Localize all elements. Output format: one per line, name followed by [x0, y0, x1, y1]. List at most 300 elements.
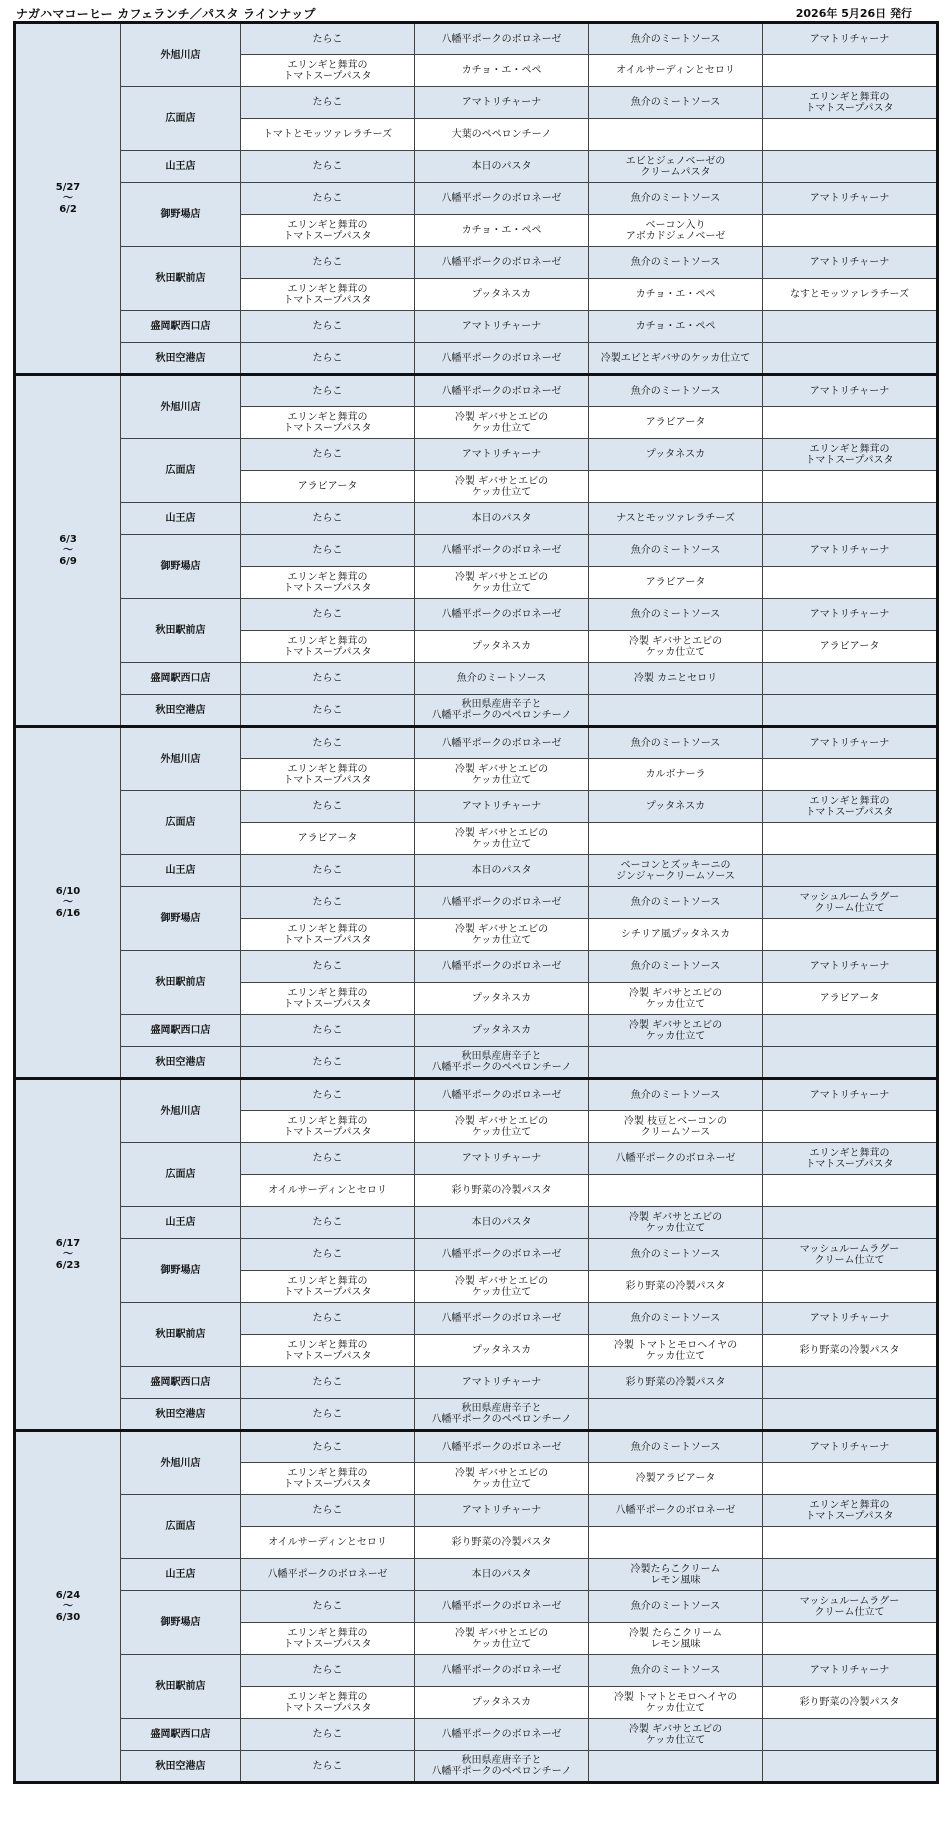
menu-item-cell: アラビアータ — [241, 471, 415, 503]
menu-item-cell: 冷製 ギバサとエビの ケッカ仕立て — [415, 919, 589, 951]
store-name: 外旭川店 — [121, 375, 241, 439]
menu-item-cell: たらこ — [241, 951, 415, 983]
menu-item-cell: 本日のパスタ — [415, 1207, 589, 1239]
table-row — [15, 1431, 938, 1463]
menu-item-cell — [589, 471, 763, 503]
table-row — [15, 663, 938, 695]
menu-item-cell: たらこ — [241, 1239, 415, 1271]
table-row — [15, 1143, 938, 1175]
menu-item-cell: たらこ — [241, 727, 415, 759]
issue-date: 2026年 5月26日 発行 — [795, 7, 912, 20]
menu-item-cell: エリンギと舞茸の トマトスープパスタ — [241, 407, 415, 439]
menu-item-cell: プッタネスカ — [589, 791, 763, 823]
menu-item-cell: 八幡平ポークのボロネーゼ — [415, 727, 589, 759]
menu-item-cell: 冷製アラビアータ — [589, 1463, 763, 1495]
menu-item-cell: 魚介のミートソース — [415, 663, 589, 695]
menu-item-cell: アマトリチャーナ — [763, 375, 938, 407]
menu-item-cell: 冷製 ギバサとエビの ケッカ仕立て — [415, 759, 589, 791]
menu-item-cell — [763, 119, 938, 151]
menu-item-cell: アラビアータ — [763, 631, 938, 663]
store-name: 秋田空港店 — [121, 695, 241, 727]
menu-item-cell: エリンギと舞茸の トマトスープパスタ — [763, 87, 938, 119]
menu-item-cell: エリンギと舞茸の トマトスープパスタ — [241, 1463, 415, 1495]
menu-item-cell — [589, 1527, 763, 1559]
menu-item-cell — [763, 151, 938, 183]
table-row — [15, 1399, 938, 1431]
menu-item-cell: カチョ・エ・ペペ — [589, 279, 763, 311]
menu-item-cell: 冷製 ギバサとエビの ケッカ仕立て — [589, 1015, 763, 1047]
menu-item-cell: 八幡平ポークのボロネーゼ — [415, 535, 589, 567]
menu-item-cell: たらこ — [241, 1015, 415, 1047]
week-period: 6/10 ～ 6/16 — [15, 727, 121, 1079]
table-row — [15, 887, 938, 919]
menu-item-cell: 冷製 ギバサとエビの ケッカ仕立て — [415, 567, 589, 599]
menu-item-cell — [763, 503, 938, 535]
menu-item-cell: たらこ — [241, 1047, 415, 1079]
menu-item-cell: プッタネスカ — [415, 1687, 589, 1719]
menu-item-cell: 魚介のミートソース — [589, 375, 763, 407]
menu-item-cell: マッシュルームラグー クリーム仕立て — [763, 1591, 938, 1623]
menu-item-cell: たらこ — [241, 1751, 415, 1783]
store-name: 秋田空港店 — [121, 1047, 241, 1079]
menu-item-cell: 秋田県産唐辛子と 八幡平ポークのペペロンチーノ — [415, 1751, 589, 1783]
menu-item-cell: エリンギと舞茸の トマトスープパスタ — [763, 439, 938, 471]
menu-item-cell: アマトリチャーナ — [415, 311, 589, 343]
menu-item-cell: 八幡平ポークのボロネーゼ — [415, 1079, 589, 1111]
week-period: 6/17 ～ 6/23 — [15, 1079, 121, 1431]
menu-item-cell: たらこ — [241, 1303, 415, 1335]
store-name: 秋田駅前店 — [121, 247, 241, 311]
menu-item-cell: カチョ・エ・ペペ — [415, 55, 589, 87]
menu-item-cell: エリンギと舞茸の トマトスープパスタ — [763, 791, 938, 823]
week-period: 6/3 ～ 6/9 — [15, 375, 121, 727]
menu-item-cell: 魚介のミートソース — [589, 535, 763, 567]
menu-item-cell — [763, 1207, 938, 1239]
menu-item-cell: 冷製 たらこクリーム レモン風味 — [589, 1623, 763, 1655]
menu-item-cell: 魚介のミートソース — [589, 1239, 763, 1271]
menu-item-cell — [763, 215, 938, 247]
table-row — [15, 855, 938, 887]
menu-item-cell: たらこ — [241, 1143, 415, 1175]
menu-item-cell: 彩り野菜の冷製パスタ — [763, 1335, 938, 1367]
menu-item-cell: たらこ — [241, 87, 415, 119]
table-row — [15, 1559, 938, 1591]
menu-item-cell: アマトリチャーナ — [415, 1143, 589, 1175]
store-name: 山王店 — [121, 503, 241, 535]
menu-item-cell: プッタネスカ — [415, 631, 589, 663]
menu-item-cell: エリンギと舞茸の トマトスープパスタ — [763, 1143, 938, 1175]
menu-item-cell: 冷製 トマトとモロヘイヤの ケッカ仕立て — [589, 1687, 763, 1719]
menu-item-cell: 八幡平ポークのボロネーゼ — [589, 1495, 763, 1527]
menu-item-cell: たらこ — [241, 791, 415, 823]
table-row — [15, 343, 938, 375]
menu-item-cell: ナスとモッツァレラチーズ — [589, 503, 763, 535]
table-row — [15, 23, 938, 55]
menu-item-cell: たらこ — [241, 151, 415, 183]
menu-item-cell: 魚介のミートソース — [589, 1655, 763, 1687]
menu-item-cell: 本日のパスタ — [415, 855, 589, 887]
menu-item-cell: アマトリチャーナ — [763, 535, 938, 567]
menu-item-cell — [763, 1367, 938, 1399]
table-row — [15, 1591, 938, 1623]
menu-item-cell: アマトリチャーナ — [763, 1431, 938, 1463]
menu-item-cell — [763, 567, 938, 599]
menu-item-cell: マッシュルームラグー クリーム仕立て — [763, 887, 938, 919]
store-name: 外旭川店 — [121, 23, 241, 87]
menu-item-cell: 魚介のミートソース — [589, 727, 763, 759]
store-name: 外旭川店 — [121, 727, 241, 791]
store-name: 秋田空港店 — [121, 343, 241, 375]
table-row — [15, 1495, 938, 1527]
menu-item-cell: 大葉のペペロンチーノ — [415, 119, 589, 151]
page-header — [0, 0, 946, 22]
store-name: 御野場店 — [121, 183, 241, 247]
menu-item-cell: たらこ — [241, 375, 415, 407]
menu-item-cell — [589, 1751, 763, 1783]
menu-item-cell: 彩り野菜の冷製パスタ — [589, 1271, 763, 1303]
menu-item-cell: たらこ — [241, 439, 415, 471]
table-row — [15, 951, 938, 983]
menu-item-cell: 冷製 ギバサとエビの ケッカ仕立て — [415, 1111, 589, 1143]
menu-item-cell: アラビアータ — [763, 983, 938, 1015]
menu-item-cell: プッタネスカ — [415, 1015, 589, 1047]
table-row — [15, 311, 938, 343]
menu-item-cell — [763, 695, 938, 727]
table-row — [15, 247, 938, 279]
menu-item-cell: エリンギと舞茸の トマトスープパスタ — [241, 279, 415, 311]
menu-item-cell: 八幡平ポークのボロネーゼ — [415, 1591, 589, 1623]
store-name: 秋田駅前店 — [121, 599, 241, 663]
menu-item-cell: 八幡平ポークのボロネーゼ — [241, 1559, 415, 1591]
menu-item-cell: プッタネスカ — [589, 439, 763, 471]
menu-item-cell: エリンギと舞茸の トマトスープパスタ — [241, 759, 415, 791]
menu-item-cell: トマトとモッツァレラチーズ — [241, 119, 415, 151]
menu-item-cell — [763, 471, 938, 503]
table-row — [15, 1047, 938, 1079]
menu-item-cell: アマトリチャーナ — [415, 439, 589, 471]
store-name: 秋田空港店 — [121, 1751, 241, 1783]
menu-item-cell: 冷製たらこクリーム レモン風味 — [589, 1559, 763, 1591]
week-period: 6/24 ～ 6/30 — [15, 1431, 121, 1783]
menu-item-cell: カチョ・エ・ペペ — [415, 215, 589, 247]
menu-item-cell: エビとジェノベーゼの クリームパスタ — [589, 151, 763, 183]
menu-item-cell: エリンギと舞茸の トマトスープパスタ — [241, 1111, 415, 1143]
table-row — [15, 183, 938, 215]
menu-item-cell: 冷製 ギバサとエビの ケッカ仕立て — [415, 1623, 589, 1655]
store-name: 山王店 — [121, 855, 241, 887]
menu-item-cell: シチリア風プッタネスカ — [589, 919, 763, 951]
table-row — [15, 1207, 938, 1239]
menu-item-cell: 冷製 トマトとモロヘイヤの ケッカ仕立て — [589, 1335, 763, 1367]
menu-item-cell: アラビアータ — [589, 567, 763, 599]
menu-item-cell: 冷製 ギバサとエビの ケッカ仕立て — [415, 407, 589, 439]
menu-item-cell: アマトリチャーナ — [763, 183, 938, 215]
menu-item-cell: カルボナーラ — [589, 759, 763, 791]
store-name: 広面店 — [121, 87, 241, 151]
menu-item-cell: アマトリチャーナ — [763, 1303, 938, 1335]
store-name: 盛岡駅西口店 — [121, 1367, 241, 1399]
store-name: 盛岡駅西口店 — [121, 663, 241, 695]
menu-item-cell — [763, 1719, 938, 1751]
menu-item-cell: たらこ — [241, 855, 415, 887]
menu-item-cell: アマトリチャーナ — [763, 1079, 938, 1111]
menu-item-cell — [763, 1047, 938, 1079]
menu-item-cell: 魚介のミートソース — [589, 1079, 763, 1111]
lineup-table — [13, 21, 939, 1784]
menu-item-cell — [763, 823, 938, 855]
menu-item-cell — [589, 119, 763, 151]
menu-item-cell: アマトリチャーナ — [415, 1495, 589, 1527]
menu-item-cell — [763, 1111, 938, 1143]
menu-item-cell: 八幡平ポークのボロネーゼ — [415, 375, 589, 407]
menu-item-cell: たらこ — [241, 663, 415, 695]
menu-item-cell: エリンギと舞茸の トマトスープパスタ — [241, 631, 415, 663]
menu-item-cell: 冷製 ギバサとエビの ケッカ仕立て — [415, 471, 589, 503]
menu-item-cell: 冷製 ギバサとエビの ケッカ仕立て — [589, 631, 763, 663]
menu-item-cell: エリンギと舞茸の トマトスープパスタ — [241, 983, 415, 1015]
menu-item-cell — [763, 407, 938, 439]
menu-item-cell — [763, 1271, 938, 1303]
menu-item-cell: 秋田県産唐辛子と 八幡平ポークのペペロンチーノ — [415, 1399, 589, 1431]
menu-item-cell: 魚介のミートソース — [589, 599, 763, 631]
table-row — [15, 1367, 938, 1399]
table-row — [15, 87, 938, 119]
menu-item-cell: カチョ・エ・ペペ — [589, 311, 763, 343]
store-name: 御野場店 — [121, 887, 241, 951]
menu-item-cell: オイルサーディンとセロリ — [241, 1175, 415, 1207]
menu-item-cell: 魚介のミートソース — [589, 1591, 763, 1623]
menu-item-cell — [763, 1751, 938, 1783]
store-name: 御野場店 — [121, 1239, 241, 1303]
store-name: 秋田駅前店 — [121, 1303, 241, 1367]
store-name: 広面店 — [121, 791, 241, 855]
menu-item-cell: 彩り野菜の冷製パスタ — [415, 1527, 589, 1559]
menu-item-cell — [763, 1527, 938, 1559]
menu-item-cell: 本日のパスタ — [415, 151, 589, 183]
menu-item-cell — [763, 1559, 938, 1591]
table-row — [15, 151, 938, 183]
table-row — [15, 791, 938, 823]
menu-item-cell — [589, 695, 763, 727]
store-name: 山王店 — [121, 151, 241, 183]
store-name: 外旭川店 — [121, 1431, 241, 1495]
menu-item-cell: エリンギと舞茸の トマトスープパスタ — [241, 55, 415, 87]
menu-item-cell: 冷製 ギバサとエビの ケッカ仕立て — [589, 1719, 763, 1751]
menu-item-cell: アマトリチャーナ — [415, 1367, 589, 1399]
menu-item-cell: 魚介のミートソース — [589, 1303, 763, 1335]
menu-item-cell: たらこ — [241, 343, 415, 375]
store-name: 盛岡駅西口店 — [121, 1015, 241, 1047]
menu-item-cell: 魚介のミートソース — [589, 87, 763, 119]
menu-item-cell: オイルサーディンとセロリ — [241, 1527, 415, 1559]
menu-item-cell: 冷製エビとギバサのケッカ仕立て — [589, 343, 763, 375]
menu-item-cell: プッタネスカ — [415, 279, 589, 311]
menu-item-cell: たらこ — [241, 247, 415, 279]
menu-item-cell: 冷製 ギバサとエビの ケッカ仕立て — [415, 823, 589, 855]
menu-item-cell: 魚介のミートソース — [589, 183, 763, 215]
menu-item-cell: エリンギと舞茸の トマトスープパスタ — [241, 1335, 415, 1367]
table-row — [15, 1719, 938, 1751]
store-name: 外旭川店 — [121, 1079, 241, 1143]
menu-item-cell — [589, 1047, 763, 1079]
menu-item-cell: たらこ — [241, 183, 415, 215]
menu-item-cell: アラビアータ — [589, 407, 763, 439]
table-row — [15, 1751, 938, 1783]
menu-item-cell — [589, 823, 763, 855]
menu-item-cell: たらこ — [241, 311, 415, 343]
menu-item-cell: たらこ — [241, 1591, 415, 1623]
menu-item-cell: 八幡平ポークのボロネーゼ — [415, 951, 589, 983]
menu-item-cell: エリンギと舞茸の トマトスープパスタ — [241, 1271, 415, 1303]
menu-item-cell: 冷製 ギバサとエビの ケッカ仕立て — [415, 1463, 589, 1495]
menu-item-cell: アマトリチャーナ — [763, 1655, 938, 1687]
store-name: 広面店 — [121, 439, 241, 503]
menu-item-cell — [763, 1399, 938, 1431]
menu-item-cell — [763, 1015, 938, 1047]
menu-item-cell: 魚介のミートソース — [589, 1431, 763, 1463]
menu-item-cell: プッタネスカ — [415, 983, 589, 1015]
menu-item-cell: 八幡平ポークのボロネーゼ — [415, 1655, 589, 1687]
menu-item-cell: 八幡平ポークのボロネーゼ — [415, 343, 589, 375]
table-row — [15, 535, 938, 567]
menu-item-cell: 八幡平ポークのボロネーゼ — [415, 183, 589, 215]
table-row — [15, 439, 938, 471]
store-name: 秋田空港店 — [121, 1399, 241, 1431]
menu-item-cell: たらこ — [241, 535, 415, 567]
menu-item-cell: エリンギと舞茸の トマトスープパスタ — [241, 1623, 415, 1655]
menu-item-cell: アマトリチャーナ — [763, 247, 938, 279]
table-row — [15, 1303, 938, 1335]
store-name: 盛岡駅西口店 — [121, 311, 241, 343]
menu-item-cell: 八幡平ポークのボロネーゼ — [415, 23, 589, 55]
menu-item-cell — [763, 855, 938, 887]
menu-item-cell: エリンギと舞茸の トマトスープパスタ — [763, 1495, 938, 1527]
menu-item-cell: 魚介のミートソース — [589, 247, 763, 279]
menu-item-cell: アマトリチャーナ — [415, 87, 589, 119]
menu-item-cell: 本日のパスタ — [415, 1559, 589, 1591]
menu-item-cell: 冷製 ギバサとエビの ケッカ仕立て — [589, 983, 763, 1015]
menu-item-cell: 彩り野菜の冷製パスタ — [415, 1175, 589, 1207]
menu-item-cell: 魚介のミートソース — [589, 887, 763, 919]
menu-item-cell — [763, 55, 938, 87]
table-row — [15, 599, 938, 631]
menu-item-cell: 八幡平ポークのボロネーゼ — [415, 887, 589, 919]
menu-item-cell: 冷製 ギバサとエビの ケッカ仕立て — [589, 1207, 763, 1239]
menu-item-cell: 冷製 枝豆とベーコンの クリームソース — [589, 1111, 763, 1143]
menu-item-cell — [763, 343, 938, 375]
page-title: ナガハマコーヒー カフェランチ／パスタ ラインナップ — [16, 7, 316, 21]
menu-item-cell — [763, 919, 938, 951]
menu-item-cell: アマトリチャーナ — [763, 599, 938, 631]
store-name: 秋田駅前店 — [121, 951, 241, 1015]
menu-item-cell — [763, 1623, 938, 1655]
menu-item-cell: たらこ — [241, 1655, 415, 1687]
menu-item-cell: 魚介のミートソース — [589, 23, 763, 55]
menu-item-cell — [763, 1175, 938, 1207]
menu-item-cell: エリンギと舞茸の トマトスープパスタ — [241, 567, 415, 599]
menu-item-cell: 彩り野菜の冷製パスタ — [763, 1687, 938, 1719]
table-row — [15, 695, 938, 727]
table-row — [15, 1239, 938, 1271]
menu-item-cell: たらこ — [241, 1431, 415, 1463]
table-row — [15, 727, 938, 759]
lineup-table-body — [15, 23, 938, 1783]
menu-item-cell: 八幡平ポークのボロネーゼ — [415, 1431, 589, 1463]
menu-item-cell: エリンギと舞茸の トマトスープパスタ — [241, 215, 415, 247]
menu-item-cell: オイルサーディンとセロリ — [589, 55, 763, 87]
menu-item-cell: 冷製 カニとセロリ — [589, 663, 763, 695]
menu-item-cell: たらこ — [241, 887, 415, 919]
menu-item-cell: 彩り野菜の冷製パスタ — [589, 1367, 763, 1399]
table-row — [15, 1655, 938, 1687]
menu-item-cell — [763, 759, 938, 791]
menu-item-cell — [589, 1175, 763, 1207]
menu-item-cell — [589, 1399, 763, 1431]
menu-item-cell: たらこ — [241, 23, 415, 55]
menu-item-cell: アマトリチャーナ — [763, 727, 938, 759]
menu-item-cell — [763, 1463, 938, 1495]
menu-item-cell: たらこ — [241, 1367, 415, 1399]
menu-item-cell: たらこ — [241, 1399, 415, 1431]
menu-item-cell: 魚介のミートソース — [589, 951, 763, 983]
menu-item-cell: アマトリチャーナ — [415, 791, 589, 823]
menu-item-cell: プッタネスカ — [415, 1335, 589, 1367]
menu-item-cell: なすとモッツァレラチーズ — [763, 279, 938, 311]
menu-item-cell: たらこ — [241, 1207, 415, 1239]
table-row — [15, 1015, 938, 1047]
menu-item-cell — [763, 663, 938, 695]
store-name: 秋田駅前店 — [121, 1655, 241, 1719]
store-name: 盛岡駅西口店 — [121, 1719, 241, 1751]
menu-item-cell: 八幡平ポークのボロネーゼ — [415, 247, 589, 279]
menu-item-cell: 秋田県産唐辛子と 八幡平ポークのペペロンチーノ — [415, 1047, 589, 1079]
table-row — [15, 503, 938, 535]
store-name: 山王店 — [121, 1207, 241, 1239]
menu-item-cell: 八幡平ポークのボロネーゼ — [415, 1719, 589, 1751]
menu-item-cell: アラビアータ — [241, 823, 415, 855]
menu-item-cell: 秋田県産唐辛子と 八幡平ポークのペペロンチーノ — [415, 695, 589, 727]
menu-item-cell: ベーコンとズッキーニの ジンジャークリームソース — [589, 855, 763, 887]
menu-item-cell: 冷製 ギバサとエビの ケッカ仕立て — [415, 1271, 589, 1303]
menu-item-cell: たらこ — [241, 695, 415, 727]
menu-item-cell: 八幡平ポークのボロネーゼ — [415, 599, 589, 631]
menu-item-cell: たらこ — [241, 1079, 415, 1111]
store-name: 御野場店 — [121, 535, 241, 599]
table-row — [15, 1079, 938, 1111]
menu-item-cell: たらこ — [241, 1495, 415, 1527]
menu-item-cell: 八幡平ポークのボロネーゼ — [589, 1143, 763, 1175]
menu-item-cell: たらこ — [241, 1719, 415, 1751]
menu-item-cell: 八幡平ポークのボロネーゼ — [415, 1239, 589, 1271]
menu-item-cell — [763, 311, 938, 343]
store-name: 広面店 — [121, 1495, 241, 1559]
menu-item-cell: たらこ — [241, 503, 415, 535]
menu-item-cell: ベーコン入り アボカドジェノベーゼ — [589, 215, 763, 247]
menu-item-cell: アマトリチャーナ — [763, 23, 938, 55]
menu-item-cell: たらこ — [241, 599, 415, 631]
menu-item-cell: エリンギと舞茸の トマトスープパスタ — [241, 1687, 415, 1719]
menu-item-cell: エリンギと舞茸の トマトスープパスタ — [241, 919, 415, 951]
menu-item-cell: 八幡平ポークのボロネーゼ — [415, 1303, 589, 1335]
store-name: 御野場店 — [121, 1591, 241, 1655]
table-row — [15, 375, 938, 407]
menu-item-cell: マッシュルームラグー クリーム仕立て — [763, 1239, 938, 1271]
menu-item-cell: 本日のパスタ — [415, 503, 589, 535]
store-name: 広面店 — [121, 1143, 241, 1207]
week-period: 5/27 ～ 6/2 — [15, 23, 121, 375]
store-name: 山王店 — [121, 1559, 241, 1591]
menu-item-cell: アマトリチャーナ — [763, 951, 938, 983]
